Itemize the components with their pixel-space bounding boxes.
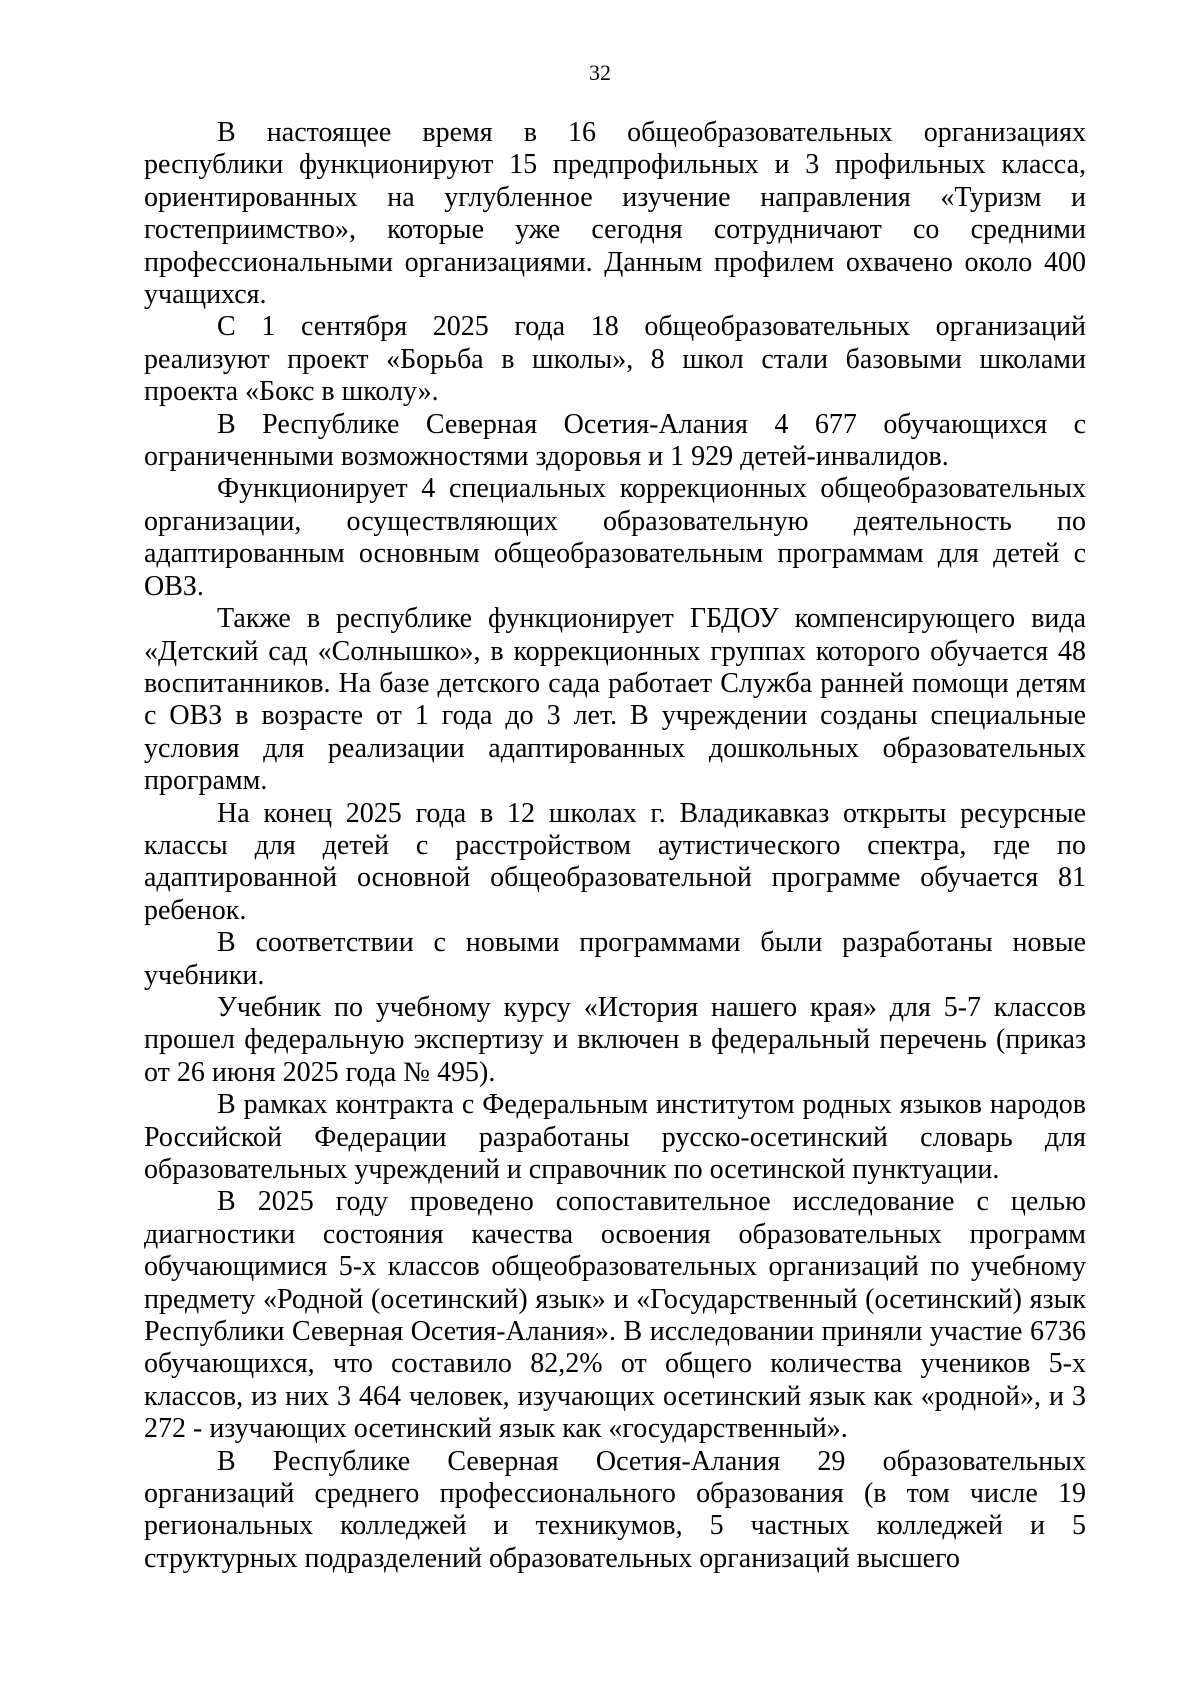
page-number: 32 bbox=[589, 60, 611, 85]
paragraph-tourism-classes: В настоящее время в 16 общеобразовательных организациях республики функционируют 15 предпрофильных и 3 профильных класса, ориентированных на углубленное изучение направления «Туризм и гостеприимство», которые уже сегодня сотрудничают со средними профессиональными организациями. Данным профилем охвачено около 400 учащихся. bbox=[144, 117, 1086, 311]
paragraph-new-textbooks: В соответствии с новыми программами были разработаны новые учебники. bbox=[144, 927, 1086, 991]
paragraph-history-textbook: Учебник по учебному курсу «История нашего края» для 5-7 классов прошел федеральную экспертизу и включен в федеральный перечень (приказ от 26 июня 2025 года № 495). bbox=[144, 991, 1086, 1088]
paragraph-comparative-study: В 2025 году проведено сопоставительное исследование с целью диагностики состояния качества освоения образовательных программ обучающимися 5-х классов общеобразовательных организаций по учебному предмету «Родной (осетинский) язык» и «Государственный (осетинский) язык Республики Северная Осетия-Алания». В исследовании приняли участие 6736 обучающихся, что составило 82,2% от общего количества учеников 5-х классов, из них 3 464 человек, изучающих осетинский язык как «родной», и 3 272 - изучающих осетинский язык как «государственный». bbox=[144, 1186, 1086, 1445]
paragraph-vocational-education: В Республике Северная Осетия-Алания 29 образовательных организаций среднего профессионального образования (в том числе 19 региональных колледжей и техникумов, 5 частных колледжей и 5 структурных подразделений образовательных организаций высшего bbox=[144, 1445, 1086, 1574]
paragraph-dictionary: В рамках контракта с Федеральным институтом родных языков народов Российской Федерации разработаны русско-осетинский словарь для образовательных учреждений и справочник по осетинской пунктуации. bbox=[144, 1089, 1086, 1185]
paragraph-correctional-schools: Функционирует 4 специальных коррекционных общеобразовательных организации, осуществляющих образовательную деятельность по адаптированным основным общеобразовательным программам для детей с ОВЗ. bbox=[144, 473, 1086, 602]
paragraph-kindergarten: Также в республике функционирует ГБДОУ компенсирующего вида «Детский сад «Солнышко», в коррекционных группах которого обучается 48 воспитанников. На базе детского сада работает Служба ранней помощи детям с ОВЗ в возрасте от 1 года до 3 лет. В учреждении созданы специальные условия для реализации адаптированных дошкольных образовательных программ. bbox=[144, 603, 1086, 797]
paragraph-resource-classes: На конец 2025 года в 12 школах г. Владикавказ открыты ресурсные классы для детей с расстройством аутистического спектра, где по адаптированной основной общеобразовательной программе обучается 81 ребенок. bbox=[144, 797, 1086, 926]
document-body bbox=[144, 117, 1086, 1575]
paragraph-sports-projects: С 1 сентября 2025 года 18 общеобразовательных организаций реализуют проект «Борьба в школы», 8 школ стали базовыми школами проекта «Бокс в школу». bbox=[144, 311, 1086, 408]
paragraph-disabled-students: В Республике Северная Осетия-Алания 4 677 обучающихся с ограниченными возможностями здоровья и 1 929 детей-инвалидов. bbox=[144, 408, 1086, 473]
